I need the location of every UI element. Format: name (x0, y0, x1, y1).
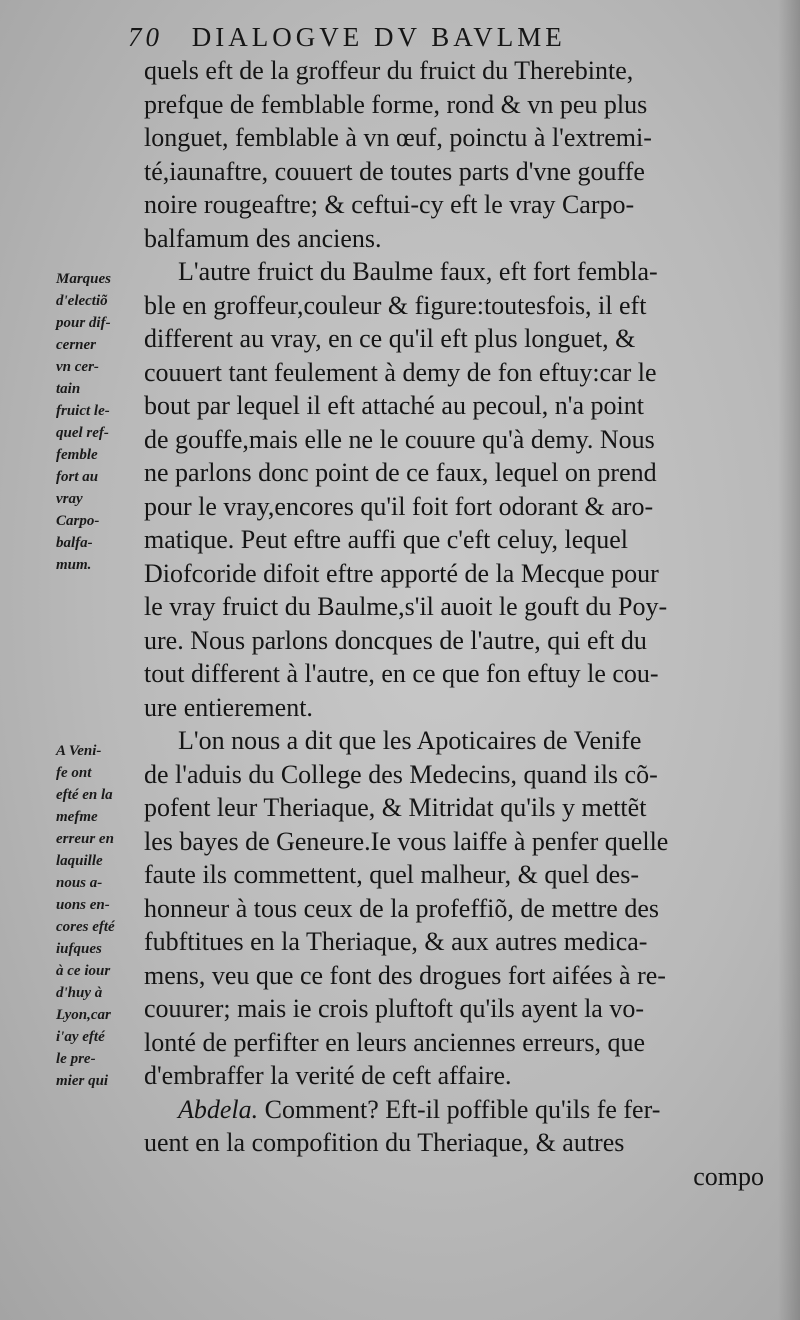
speaker-name: Abdela. (178, 1094, 259, 1124)
text-line: fubftitues en la Theriaque, & aux autres medica- (144, 927, 648, 956)
running-title: DIALOGVE DV BAVLME (191, 22, 566, 52)
text-line: balfamum des anciens. (144, 223, 382, 253)
text-line: couuert tant feulement à demy de fon eftuy:car le (144, 357, 657, 387)
margin-note-line: fort au (56, 469, 99, 485)
margin-note-line: mefme (56, 809, 98, 825)
margin-note-line: efté en la (56, 787, 113, 803)
text-line: ure entierement. (144, 692, 313, 722)
paragraph-start-line: L'on nous a dit que les Apoticaires de Venife (178, 726, 642, 755)
margin-note-line: femble (56, 447, 98, 463)
margin-note-line: d'huy à (56, 985, 103, 1001)
margin-note-line: mier qui (56, 1073, 109, 1089)
text-line: bout par lequel il eft attaché au pecoul, n'a point (144, 391, 644, 420)
margin-note-line: à ce iour (56, 963, 111, 979)
margin-note-line: iufques (56, 941, 102, 957)
margin-note-line: Marques (56, 271, 112, 287)
text-line: les bayes de Geneure.Ie vous laiffe à penfer quelle (144, 826, 669, 856)
margin-note-line: cores efté (56, 919, 115, 935)
margin-note-line: le pre- (56, 1051, 96, 1067)
margin-note-line: Carpo- (56, 513, 100, 529)
margin-note-line: pour dif- (56, 315, 111, 331)
margin-note-line: fruict le- (56, 403, 110, 419)
dialogue-text: Comment? Eft-il poffible qu'ils fe fer- (258, 1094, 661, 1124)
dialogue-line (144, 1093, 764, 1127)
catchword: compo (693, 1161, 764, 1191)
text-line: different au vray, en ce qu'il eft plus longuet, & (144, 324, 636, 353)
text-line: le vray fruict du Baulme,s'il auoit le gouft du Poy- (144, 592, 668, 621)
text-line: de l'aduis du College des Medecins, quand ils cõ- (144, 759, 658, 789)
text-line: mens, veu que ce font des drogues fort aifées à re- (144, 960, 666, 990)
text-line: ne parlons donc point de ce faux, lequel on prend (144, 458, 657, 487)
text-line: ble en groffeur,couleur & figure:toutesfois, il eft (144, 290, 647, 320)
text-line: pour le vray,encores qu'il foit fort odorant & aro- (144, 491, 654, 521)
paragraph-start-line: L'autre fruict du Baulme faux, eft fort fembla- (178, 257, 658, 286)
margin-note-line: nous a- (56, 875, 103, 891)
text-line: d'embraffer la verité de ceft affaire. (144, 1061, 512, 1090)
text-line: quels eft de la groffeur du fruict du Therebinte, (144, 56, 634, 85)
margin-note-2 (56, 740, 152, 1092)
margin-note-line: laquille (56, 853, 103, 869)
text-line: uent en la compofition du Theriaque, & autres (144, 1128, 625, 1157)
margin-note-line: balfa- (56, 535, 93, 551)
margin-note-line: d'electiõ (56, 293, 108, 309)
text-line: honneur à tous ceux de la profeffiõ, de mettre des (144, 893, 659, 923)
margin-note-line: erreur en (56, 831, 114, 847)
margin-note-line: vray (56, 491, 83, 507)
text-line: prefque de femblable forme, rond & vn peu plus (144, 89, 648, 119)
text-line: ure. Nous parlons doncques de l'autre, qui eft du (144, 625, 647, 655)
margin-note-1 (56, 268, 152, 576)
main-text-block (144, 54, 764, 1193)
margin-note-line: vn cer- (56, 359, 99, 375)
margin-note-line: tain (56, 381, 81, 397)
text-line: longuet, femblable à vn œuf, poinctu à l'extremi- (144, 123, 652, 152)
text-line: couurer; mais ie crois pluftoft qu'ils ayent la vo- (144, 994, 644, 1023)
text-line: faute ils commettent, quel malheur, & quel des- (144, 860, 639, 889)
margin-note-line: A Veni- (56, 743, 102, 759)
margin-note-line: quel ref- (56, 425, 109, 441)
text-line: lonté de perfifter en leurs anciennes erreurs, que (144, 1027, 645, 1057)
margin-note-line: Lyon,car (56, 1007, 111, 1023)
text-line: matique. Peut eftre auffi que c'eft celuy, lequel (144, 525, 629, 554)
margin-note-line: i'ay efté (56, 1029, 105, 1045)
margin-note-line: cerner (56, 337, 96, 353)
page-number: 70 (128, 22, 163, 52)
text-line: tout different à l'autre, en ce que fon eftuy le cou- (144, 659, 659, 688)
text-line: noire rougeaftre; & ceftui-cy eft le vray Carpo- (144, 190, 635, 219)
margin-note-line: mum. (56, 557, 92, 573)
text-line: Diofcoride difoit eftre apporté de la Mecque pour (144, 558, 659, 588)
page-edge-shadow (778, 0, 800, 1320)
text-line: pofent leur Theriaque, & Mitridat qu'ils y mettẽt (144, 793, 647, 822)
margin-note-line: uons en- (56, 897, 110, 913)
text-line: de gouffe,mais elle ne le couure qu'à demy. Nous (144, 424, 655, 454)
margin-note-line: fe ont (56, 765, 92, 781)
text-line: té,iaunaftre, couuert de toutes parts d'vne gouffe (144, 156, 645, 186)
